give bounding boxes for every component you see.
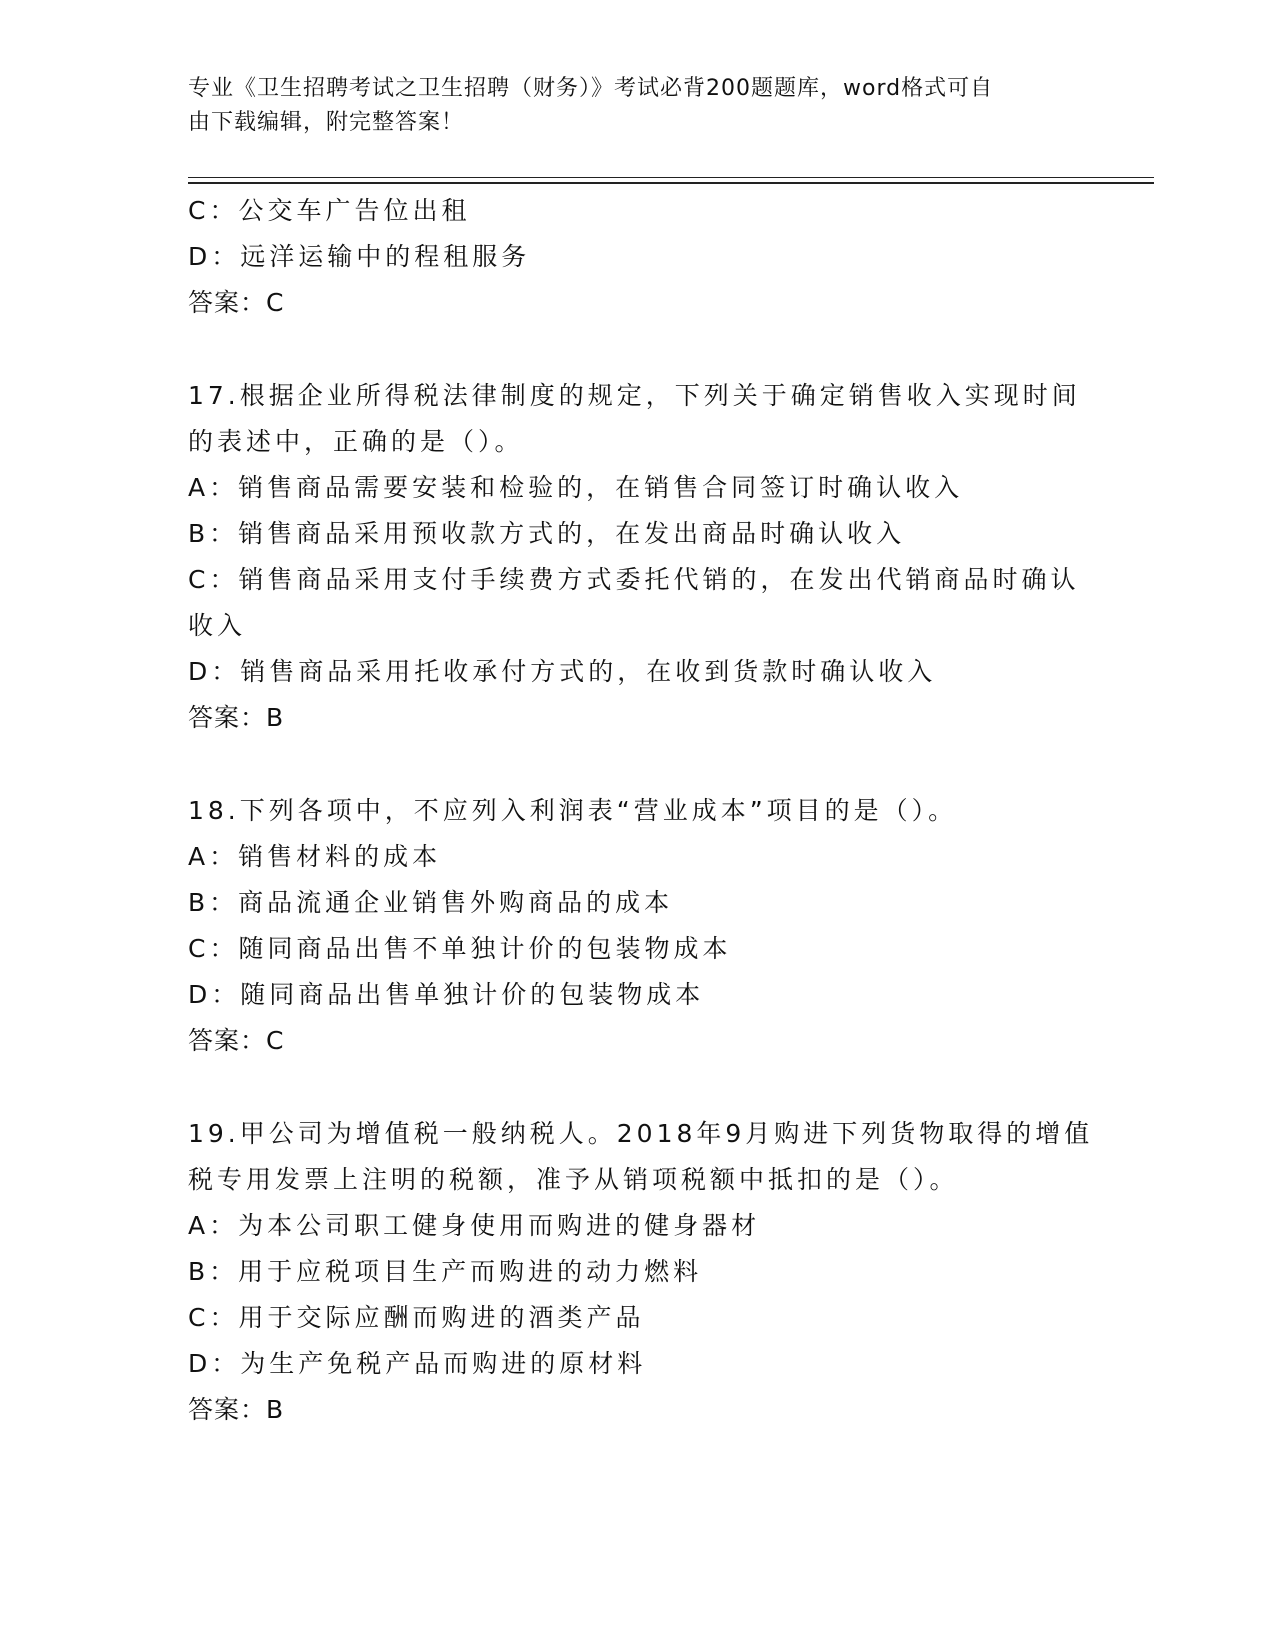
option-line: D：销售商品采用托收承付方式的，在收到货款时确认收入 xyxy=(188,657,937,686)
question-18 xyxy=(188,788,1088,1064)
question-19 xyxy=(188,1111,1094,1433)
question-stem-line: 的表述中，正确的是（）。 xyxy=(188,427,524,456)
question-stem-line: 18.下列各项中，不应列入利润表“营业成本”项目的是（）。 xyxy=(188,796,958,825)
question-gap xyxy=(188,1064,1088,1111)
header-divider-thick xyxy=(188,182,1154,184)
answer-line: 答案：C xyxy=(188,288,285,317)
question-17 xyxy=(188,373,1088,741)
header-line-2: 由下载编辑，附完整答案！ xyxy=(188,110,465,135)
answer-line: 答案：B xyxy=(188,1395,285,1424)
option-line: C：公交车广告位出租 xyxy=(188,196,471,225)
option-line: D：为生产免税产品而购进的原材料 xyxy=(188,1349,647,1378)
answer-line: 答案：C xyxy=(188,1026,285,1055)
option-line: D：远洋运输中的程租服务 xyxy=(188,242,531,271)
carryover-question xyxy=(188,188,1088,326)
option-line: B：用于应税项目生产而购进的动力燃料 xyxy=(188,1257,703,1286)
option-line: A：销售材料的成本 xyxy=(188,842,442,871)
option-line: C：销售商品采用支付手续费方式委托代销的，在发出代销商品时确认 xyxy=(188,565,1080,594)
option-line: C：用于交际应酬而购进的酒类产品 xyxy=(188,1303,645,1332)
option-line: C：随同商品出售不单独计价的包装物成本 xyxy=(188,934,732,963)
header-divider-thin xyxy=(188,177,1154,178)
document-header xyxy=(188,72,1068,140)
option-line: D：随同商品出售单独计价的包装物成本 xyxy=(188,980,705,1009)
question-stem-line: 19.甲公司为增值税一般纳税人。2018年9月购进下列货物取得的增值 xyxy=(188,1119,1094,1148)
option-line: B：销售商品采用预收款方式的，在发出商品时确认收入 xyxy=(188,519,906,548)
answer-line: 答案：B xyxy=(188,703,285,732)
option-line: 收入 xyxy=(188,611,247,640)
option-line: B：商品流通企业销售外购商品的成本 xyxy=(188,888,674,917)
question-stem-line: 17.根据企业所得税法律制度的规定，下列关于确定销售收入实现时间 xyxy=(188,381,1081,410)
document-body xyxy=(188,188,1094,1433)
option-line: A：销售商品需要安装和检验的，在销售合同签订时确认收入 xyxy=(188,473,964,502)
question-gap xyxy=(188,326,1088,373)
question-stem-line: 税专用发票上注明的税额，准予从销项税额中抵扣的是（）。 xyxy=(188,1165,959,1194)
option-line: A：为本公司职工健身使用而购进的健身器材 xyxy=(188,1211,761,1240)
question-gap xyxy=(188,741,1088,788)
header-line-1: 专业《卫生招聘考试之卫生招聘（财务）》考试必背200题题库，word格式可自 xyxy=(188,76,994,101)
